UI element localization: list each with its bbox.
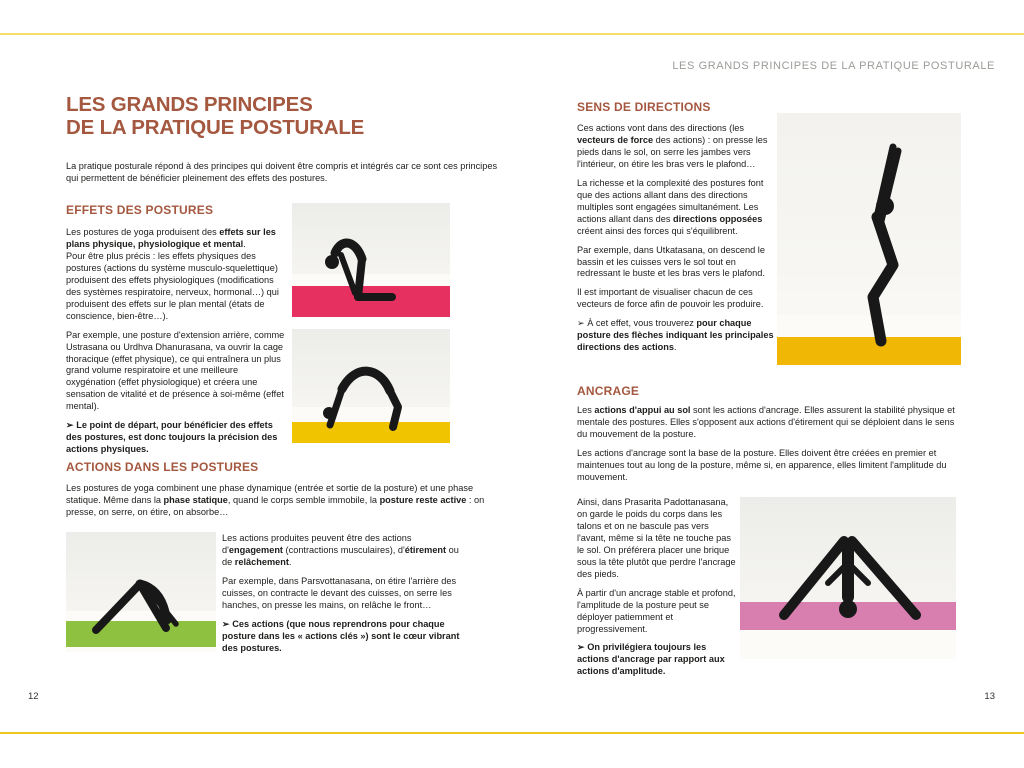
actions-paragraph-3: Par exemple, dans Parsvottanasana, on étire l'arrière des cuisses, on contracte le devant des cuisses, on serre les hanches, on presse les mains, on relâche le front… <box>222 575 457 610</box>
photo-urdhva-dhanurasana-wheel-pose <box>292 329 450 443</box>
bottom-rule-divider <box>0 732 1024 734</box>
effets-paragraph-2: Par exemple, une posture d'extension arrière, comme Ustrasana ou Urdhva Dhanurasana, va ouvrir la cage thoracique (effet physique), ce qui entraînera un plus grand volume respiratoire et une meilleure oxygénation (effet physiologique) et créera une sensation de vitalité et de présence à soi-même (effet mental). <box>66 329 285 412</box>
photo-utkatasana-chair-pose <box>777 113 961 365</box>
section-heading-ancrage: ANCRAGE <box>577 384 640 398</box>
ancrage-paragraph-4: À partir d'un ancrage stable et profond, l'amplitude de la posture peut se déployer patiemment et progressivement. <box>577 587 736 634</box>
sens-paragraph-1: Ces actions vont dans des directions (les vecteurs de force des actions) : on presse les pieds dans le sol, on serre les jambes vers l'intérieur, on étire les bras vers le plafond… <box>577 123 768 169</box>
sens-paragraph-2: La richesse et la complexité des postures font que des actions allant dans des directions multiples sont engagées simultanément. Les actions allant dans des directions opposées créent ainsi des forces qui s'équilibrent. <box>577 177 764 236</box>
page-title-line1: LES GRANDS PRINCIPES <box>66 93 313 116</box>
photo-ustrasana-camel-pose <box>292 203 450 317</box>
ancrage-paragraph-1: Les actions d'appui au sol sont les actions d'ancrage. Elles assurent la stabilité physique et mentale des postures. Elles s'opposent aux actions d'étirement qui se déploient dans le sens du mouvement de la posture. <box>577 405 955 439</box>
page-number-left: 12 <box>28 691 39 702</box>
actions-paragraph-1: Les postures de yoga combinent une phase dynamique (entrée et sortie de la posture) et une phase statique. Même dans la phase statique, quand le corps semble immobile, la posture reste active : on presse, on serre, on étire, on absorbe… <box>66 483 485 517</box>
photo-parsvottanasana-pose <box>66 532 216 652</box>
ustrasana-silhouette <box>292 203 450 317</box>
effets-text-column <box>66 227 287 463</box>
ancrage-wide-text <box>577 405 967 491</box>
sens-paragraph-3: Par exemple, dans Utkatasana, on descend le bassin et les cuisses vers le sol tout en redressant le buste et les bras vers le plafond. <box>577 244 765 279</box>
ancrage-paragraph-2: Les actions d'ancrage sont la base de la posture. Elles doivent être créées en premier et maintenues tout au long de la posture, même si, en apparence, elles limitent l'amplitude du mouvement. <box>577 447 947 482</box>
actions-key-point: ➢ Ces actions (que nous reprendrons pour chaque posture dans les « actions clés ») sont le cœur vibrant des postures. <box>222 618 460 653</box>
actions-paragraph-2: Les actions produites peuvent être des actions d'engagement (contractions musculaires), d'étirement ou de relâchement. <box>222 533 459 567</box>
running-head: LES GRANDS PRINCIPES DE LA PRATIQUE POSTURALE <box>672 60 995 72</box>
actions-text-column <box>222 533 463 662</box>
sens-key-point: ➢ À cet effet, vous trouverez pour chaque posture des flèches indiquant les principales directions des actions. <box>577 318 774 353</box>
parsvottanasana-silhouette <box>66 532 216 652</box>
prasarita-silhouette <box>740 497 956 659</box>
effets-key-point: ➢ Le point de départ, pour bénéficier des effets des postures, est donc toujours la précision des actions physiques. <box>66 420 278 455</box>
section-heading-sens: SENS DE DIRECTIONS <box>577 100 711 114</box>
section-heading-effets: EFFETS DES POSTURES <box>66 203 214 217</box>
actions-intro <box>66 483 500 526</box>
sens-text-column <box>577 123 774 361</box>
sens-paragraph-4: Il est important de visualiser chacun de ces vecteurs de force afin de pouvoir les produire. <box>577 287 764 310</box>
intro-paragraph: La pratique posturale répond à des principes qui doivent être compris et intégrés car ce sont ces principes qui permettent de bénéficier pleinement des effets des postures. <box>66 161 498 183</box>
photo-prasarita-padottanasana-pose <box>740 497 956 659</box>
page-number-right: 13 <box>984 691 995 702</box>
ancrage-narrow-text <box>577 497 740 685</box>
ancrage-key-point: ➢ On privilégiera toujours les actions d'ancrage par rapport aux actions d'amplitude. <box>577 642 725 677</box>
section-heading-actions: ACTIONS DANS LES POSTURES <box>66 460 259 474</box>
effets-paragraph-1: Les postures de yoga produisent des effets sur les plans physique, physiologique et mental. Pour être plus précis : les effets physiques des postures (actions du système musculo-squelettique) produisent des effets physiologiques (modifications des systèmes respiratoire, nerveux, hormonal…) qui produisent des effets sur le plan mental (états de conscience, bien-être…). <box>66 227 279 321</box>
ancrage-paragraph-3: Ainsi, dans Prasarita Padottanasana, on garde le poids du corps dans les talons et on ne bascule pas vers l'avant, même si la tête ne touche pas le sol. On préférera placer une brique sous la tête plutôt que perdre l'ancrage des pieds. <box>577 497 736 579</box>
wheel-silhouette <box>292 329 450 443</box>
page-title <box>66 94 496 139</box>
top-rule-divider <box>0 33 1024 35</box>
page-title-line2: DE LA PRATIQUE POSTURALE <box>66 115 365 139</box>
utkatasana-silhouette <box>777 113 961 365</box>
